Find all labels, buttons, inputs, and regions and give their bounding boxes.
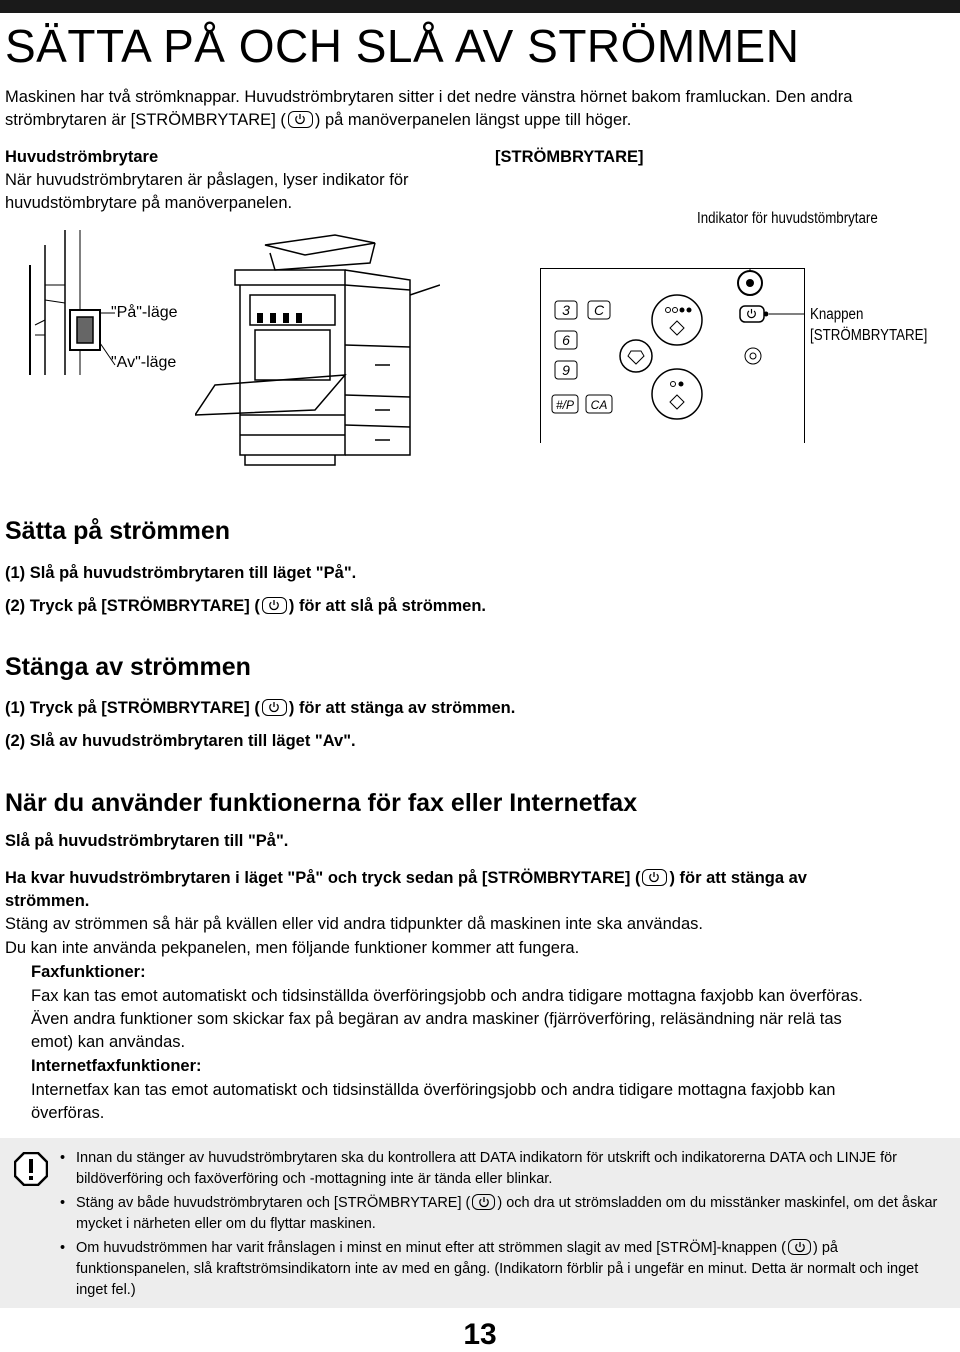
fax-functions-line-1: Fax kan tas emot automatiskt och tidsinställda överföringsjobb och andra tidigare mottagna faxjobb kan överföras. xyxy=(31,987,863,1005)
intro-paragraph xyxy=(5,86,955,132)
section-off-step-1a: (1) Tryck på [STRÖMBRYTARE] ( xyxy=(5,699,260,717)
key-hash-p: #/P xyxy=(555,398,575,412)
internet-fax-heading: Internetfaxfunktioner: xyxy=(31,1057,202,1075)
section-on-step-1: (1) Slå på huvudströmbrytaren till läget "På". xyxy=(5,564,357,582)
internet-fax-line-1: Internetfax kan tas emot automatiskt och tidsinställda överföringsjobb och andra tidigare mottagna faxjobb kan xyxy=(31,1081,836,1099)
section-off-heading: Stänga av strömmen xyxy=(5,653,251,681)
warning-list xyxy=(60,1148,952,1304)
section-fax-line-2: Du kan inte använda pekpanelen, men följande funktioner kommer att fungera. xyxy=(5,939,580,957)
warning-item-2 xyxy=(60,1193,952,1235)
power-button-icon xyxy=(262,597,287,614)
warning-item-3a: Om huvudströmmen har varit frånslagen i minst en minut efter att strömmen slagit av med [STRÖM]-knappen ( xyxy=(76,1240,786,1256)
internet-fax-line-2: överföras. xyxy=(31,1104,105,1122)
header-bar xyxy=(0,0,960,13)
on-position-label: "På"-läge xyxy=(111,304,178,321)
off-position-label: "Av"-läge xyxy=(111,354,177,371)
power-button-icon xyxy=(788,1239,811,1255)
warning-item-2a: Stäng av både huvudströmbrytaren och [STRÖMBRYTARE] ( xyxy=(76,1195,471,1211)
key-c: C xyxy=(593,302,605,318)
key-3: 3 xyxy=(562,302,570,318)
section-on-step-2a: (2) Tryck på [STRÖMBRYTARE] ( xyxy=(5,597,260,615)
power-button-icon xyxy=(288,111,313,128)
warning-item-1: • Innan du stänger av huvudströmbrytaren ska du kontrollera att DATA indikatorn för utskrift och indikatorerna DATA och LINJE för bildöverföring och faxöverföring och -mottagning inte är tända eller blinkar. xyxy=(60,1148,952,1190)
section-on-step-2b: ) för att slå på strömmen. xyxy=(288,597,486,615)
key-ca: CA xyxy=(590,398,608,412)
button-label-1: Knappen xyxy=(810,306,864,323)
page-number: 13 xyxy=(463,1318,497,1351)
indicator-label: Indikator för huvudstömbrytare xyxy=(697,210,878,227)
section-off-step-1 xyxy=(5,697,515,720)
section-fax-keep-b: ) för att stänga av xyxy=(669,869,807,887)
main-switch-desc-2: huvudstömbrytare på manöverpanelen. xyxy=(5,194,293,212)
control-panel-illustration xyxy=(540,268,805,443)
power-button-icon xyxy=(472,1194,495,1210)
warning-icon xyxy=(14,1152,48,1186)
power-button-title: [STRÖMBRYTARE] xyxy=(495,148,644,166)
main-switch-desc-1: När huvudströmbrytaren är påslagen, lyser indikator för xyxy=(5,171,409,189)
copier-machine-illustration xyxy=(195,225,440,495)
intro-line-2b: ) på manöverpanelen längst uppe till höger. xyxy=(314,111,632,129)
intro-line-1: Maskinen har två strömknappar. Huvudströmbrytaren sitter i det nedre vänstra hörnet bakom framluckan. Den andra xyxy=(5,88,853,106)
power-button-icon xyxy=(642,869,667,886)
fax-functions-line-3: emot) kan användas. xyxy=(31,1033,186,1051)
section-on-step-2 xyxy=(5,595,486,618)
section-off-step-2: (2) Slå av huvudströmbrytaren till läget "Av". xyxy=(5,732,356,750)
section-fax-lead: Slå på huvudströmbrytaren till "På". xyxy=(5,832,289,850)
fax-functions-line-2: Även andra funktioner som skickar fax på begäran av andra maskiner (fjärröverföring, reläsändning när relä tas xyxy=(31,1010,842,1028)
section-on-heading: Sätta på strömmen xyxy=(5,517,231,545)
warning-item-2b: ) och dra ut strömsladden om du misstänker maskinfel, om det åskar mycket i närheten eller om du flyttar maskinen. xyxy=(76,1195,938,1232)
intro-line-2 xyxy=(5,109,955,132)
key-6: 6 xyxy=(562,332,570,348)
power-button-icon xyxy=(262,699,287,716)
main-switch-title: Huvudströmbrytare xyxy=(5,148,159,166)
section-fax-keep xyxy=(5,867,955,890)
fax-functions-heading: Faxfunktioner: xyxy=(31,963,146,981)
section-fax-keep-a: Ha kvar huvudströmbrytaren i läget "På" och tryck sedan på [STRÖMBRYTARE] ( xyxy=(5,869,641,887)
section-fax-heading: När du använder funktionerna för fax eller Internetfax xyxy=(5,789,638,817)
button-label-2: [STRÖMBRYTARE] xyxy=(810,327,928,344)
warning-item-3b: ) på funktionspanelen, slå kraftströmsindikatorn inte av med en gång. (Indikatorn förblir på i ungefär en minut. Detta är normalt och inget inget fel.) xyxy=(76,1240,919,1298)
page-title: SÄTTA PÅ OCH SLÅ AV STRÖMMEN xyxy=(5,20,800,72)
warning-item-3 xyxy=(60,1238,952,1301)
intro-line-2a: strömbrytaren är [STRÖMBRYTARE] ( xyxy=(5,111,286,129)
section-off-step-1b: ) för att stänga av strömmen. xyxy=(288,699,516,717)
section-fax-line-1: Stäng av strömmen så här på kvällen eller vid andra tidpunkter då maskinen inte ska användas. xyxy=(5,915,703,933)
key-9: 9 xyxy=(562,362,570,378)
section-fax-keep-c: strömmen. xyxy=(5,892,90,910)
